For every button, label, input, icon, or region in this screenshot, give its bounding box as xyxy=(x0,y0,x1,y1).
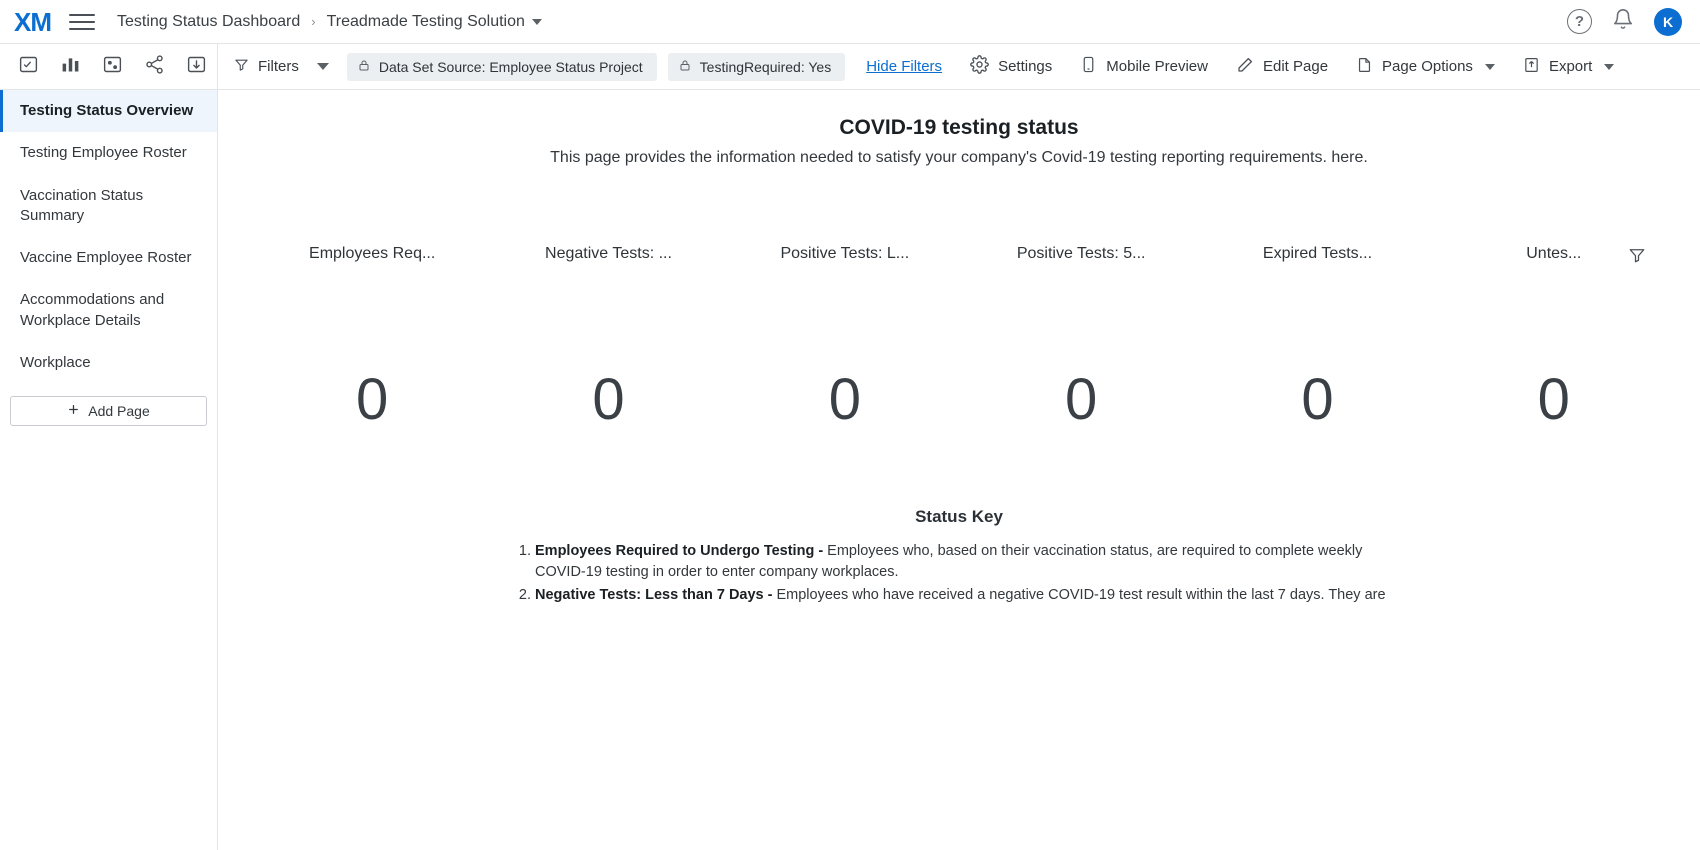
mobile-phone-icon xyxy=(1080,55,1097,78)
metric-label: Negative Tests: ... xyxy=(545,245,672,263)
filter-icon xyxy=(234,57,249,76)
export-icon xyxy=(1523,56,1540,78)
help-icon[interactable]: ? xyxy=(1567,9,1592,34)
sidebar xyxy=(0,44,218,850)
sidebar-item-workplace[interactable] xyxy=(0,342,217,384)
metric-value: 0 xyxy=(356,367,389,433)
metric-card[interactable] xyxy=(1199,245,1435,433)
metric-value: 0 xyxy=(1065,367,1098,433)
bar-chart-icon[interactable] xyxy=(60,54,81,80)
metric-row xyxy=(218,245,1700,433)
sidebar-item-testing-employee-roster[interactable] xyxy=(0,132,217,174)
add-page-label: Add Page xyxy=(88,403,150,419)
filters-label: Filters xyxy=(258,58,299,75)
breadcrumb-root[interactable]: Testing Status Dashboard xyxy=(117,12,301,30)
metric-label: Untes... xyxy=(1526,245,1582,263)
data-mapping-icon[interactable] xyxy=(102,54,123,80)
top-bar-actions xyxy=(1567,8,1682,36)
dashboard-icon[interactable] xyxy=(18,54,39,80)
sidebar-item-testing-status-overview[interactable] xyxy=(0,90,217,132)
status-key-term: Negative Tests: Less than 7 Days - xyxy=(535,587,773,604)
page-icon xyxy=(1356,56,1373,78)
metric-value: 0 xyxy=(1301,367,1334,433)
page-title: COVID-19 testing status xyxy=(839,116,1079,139)
status-key-text: Employees who have received a negative COVID-19 test result within the last 7 days. They are xyxy=(772,587,1386,604)
status-key-term: Employees Required to Undergo Testing - xyxy=(535,543,824,560)
sidebar-item-label: Accommodations and Workplace Details xyxy=(20,291,165,329)
sidebar-item-label: Vaccine Employee Roster xyxy=(20,249,192,266)
chevron-down-icon xyxy=(1485,64,1495,70)
share-icon[interactable] xyxy=(144,54,165,80)
filter-pill-testing-required[interactable] xyxy=(668,53,846,81)
widget-filter-icon[interactable] xyxy=(1628,246,1646,269)
filters-button[interactable] xyxy=(234,57,299,76)
page-options-button[interactable] xyxy=(1342,44,1509,90)
pencil-icon xyxy=(1236,56,1254,78)
metric-card[interactable] xyxy=(490,245,726,433)
top-bar xyxy=(0,0,1700,44)
export-label: Export xyxy=(1548,58,1593,75)
filter-pill-label: TestingRequired: Yes xyxy=(699,58,832,75)
filter-pill-data-set-source[interactable] xyxy=(347,53,657,81)
settings-label: Settings xyxy=(998,58,1053,75)
sidebar-tool-strip xyxy=(0,44,217,90)
sidebar-item-label: Vaccination Status Summary xyxy=(20,186,144,224)
status-key-title: Status Key xyxy=(915,507,1003,527)
add-page-button[interactable] xyxy=(10,396,207,426)
breadcrumb-current[interactable] xyxy=(327,13,542,31)
plus-icon xyxy=(67,403,80,419)
breadcrumb-current-label: Treadmade Testing Solution xyxy=(326,12,525,30)
sidebar-item-vaccine-employee-roster[interactable] xyxy=(0,237,217,279)
hamburger-menu-icon[interactable] xyxy=(69,12,95,32)
gear-icon xyxy=(970,55,989,78)
metric-card[interactable] xyxy=(727,245,963,433)
filters-caret-icon[interactable] xyxy=(317,63,329,70)
metric-value: 0 xyxy=(1537,367,1570,433)
sidebar-item-label: Testing Employee Roster xyxy=(20,144,187,162)
dashboard-canvas xyxy=(218,90,1700,850)
list-item xyxy=(535,541,1409,582)
breadcrumb-separator-icon: › xyxy=(311,14,316,29)
settings-button[interactable] xyxy=(956,44,1066,90)
mobile-preview-button[interactable] xyxy=(1066,44,1222,90)
hide-filters-link[interactable]: Hide Filters xyxy=(866,58,943,75)
page-subtitle: This page provides the information needed to satisfy your company's Covid-19 testing reporting requirements. here. xyxy=(550,149,1368,166)
metric-label: Positive Tests: L... xyxy=(780,245,910,263)
lock-icon xyxy=(679,59,691,75)
sidebar-item-accommodations-and-workplace-details[interactable] xyxy=(0,279,217,342)
metric-label: Employees Req... xyxy=(309,245,436,263)
sidebar-item-label: Workplace xyxy=(20,353,91,371)
app-body xyxy=(0,44,1700,850)
status-key-text: Employees who, based on their vaccination status, are required to complete weekly COVID-19 testing in order to enter company workplaces. xyxy=(535,543,1363,580)
list-item xyxy=(535,585,1409,606)
status-key-list xyxy=(509,541,1409,606)
lock-icon xyxy=(358,59,370,75)
metric-value: 0 xyxy=(828,367,861,433)
notifications-bell-icon[interactable] xyxy=(1612,8,1634,35)
edit-page-button[interactable] xyxy=(1222,44,1342,90)
dashboard-toolbar xyxy=(218,44,1700,90)
export-button[interactable] xyxy=(1509,44,1628,90)
page-options-label: Page Options xyxy=(1382,58,1473,75)
metric-value: 0 xyxy=(592,367,625,433)
metric-label: Positive Tests: 5... xyxy=(1016,245,1146,263)
metric-label: Expired Tests... xyxy=(1262,245,1373,263)
metric-card[interactable] xyxy=(1436,245,1672,433)
filter-pill-label: Data Set Source: Employee Status Project xyxy=(378,58,643,75)
avatar[interactable]: K xyxy=(1654,8,1682,36)
chevron-down-icon xyxy=(1604,64,1614,70)
xm-logo[interactable]: XM xyxy=(14,6,51,37)
metric-card[interactable] xyxy=(963,245,1199,433)
edit-page-label: Edit Page xyxy=(1262,58,1329,75)
metric-card[interactable] xyxy=(254,245,490,433)
sidebar-item-vaccination-status-summary[interactable] xyxy=(0,175,217,238)
mobile-preview-label: Mobile Preview xyxy=(1106,58,1208,75)
sidebar-item-label: Testing Status Overview xyxy=(20,102,194,119)
chevron-down-icon[interactable] xyxy=(532,19,542,25)
export-panel-icon[interactable] xyxy=(186,54,207,80)
breadcrumb xyxy=(117,13,542,31)
main-area xyxy=(218,44,1700,850)
